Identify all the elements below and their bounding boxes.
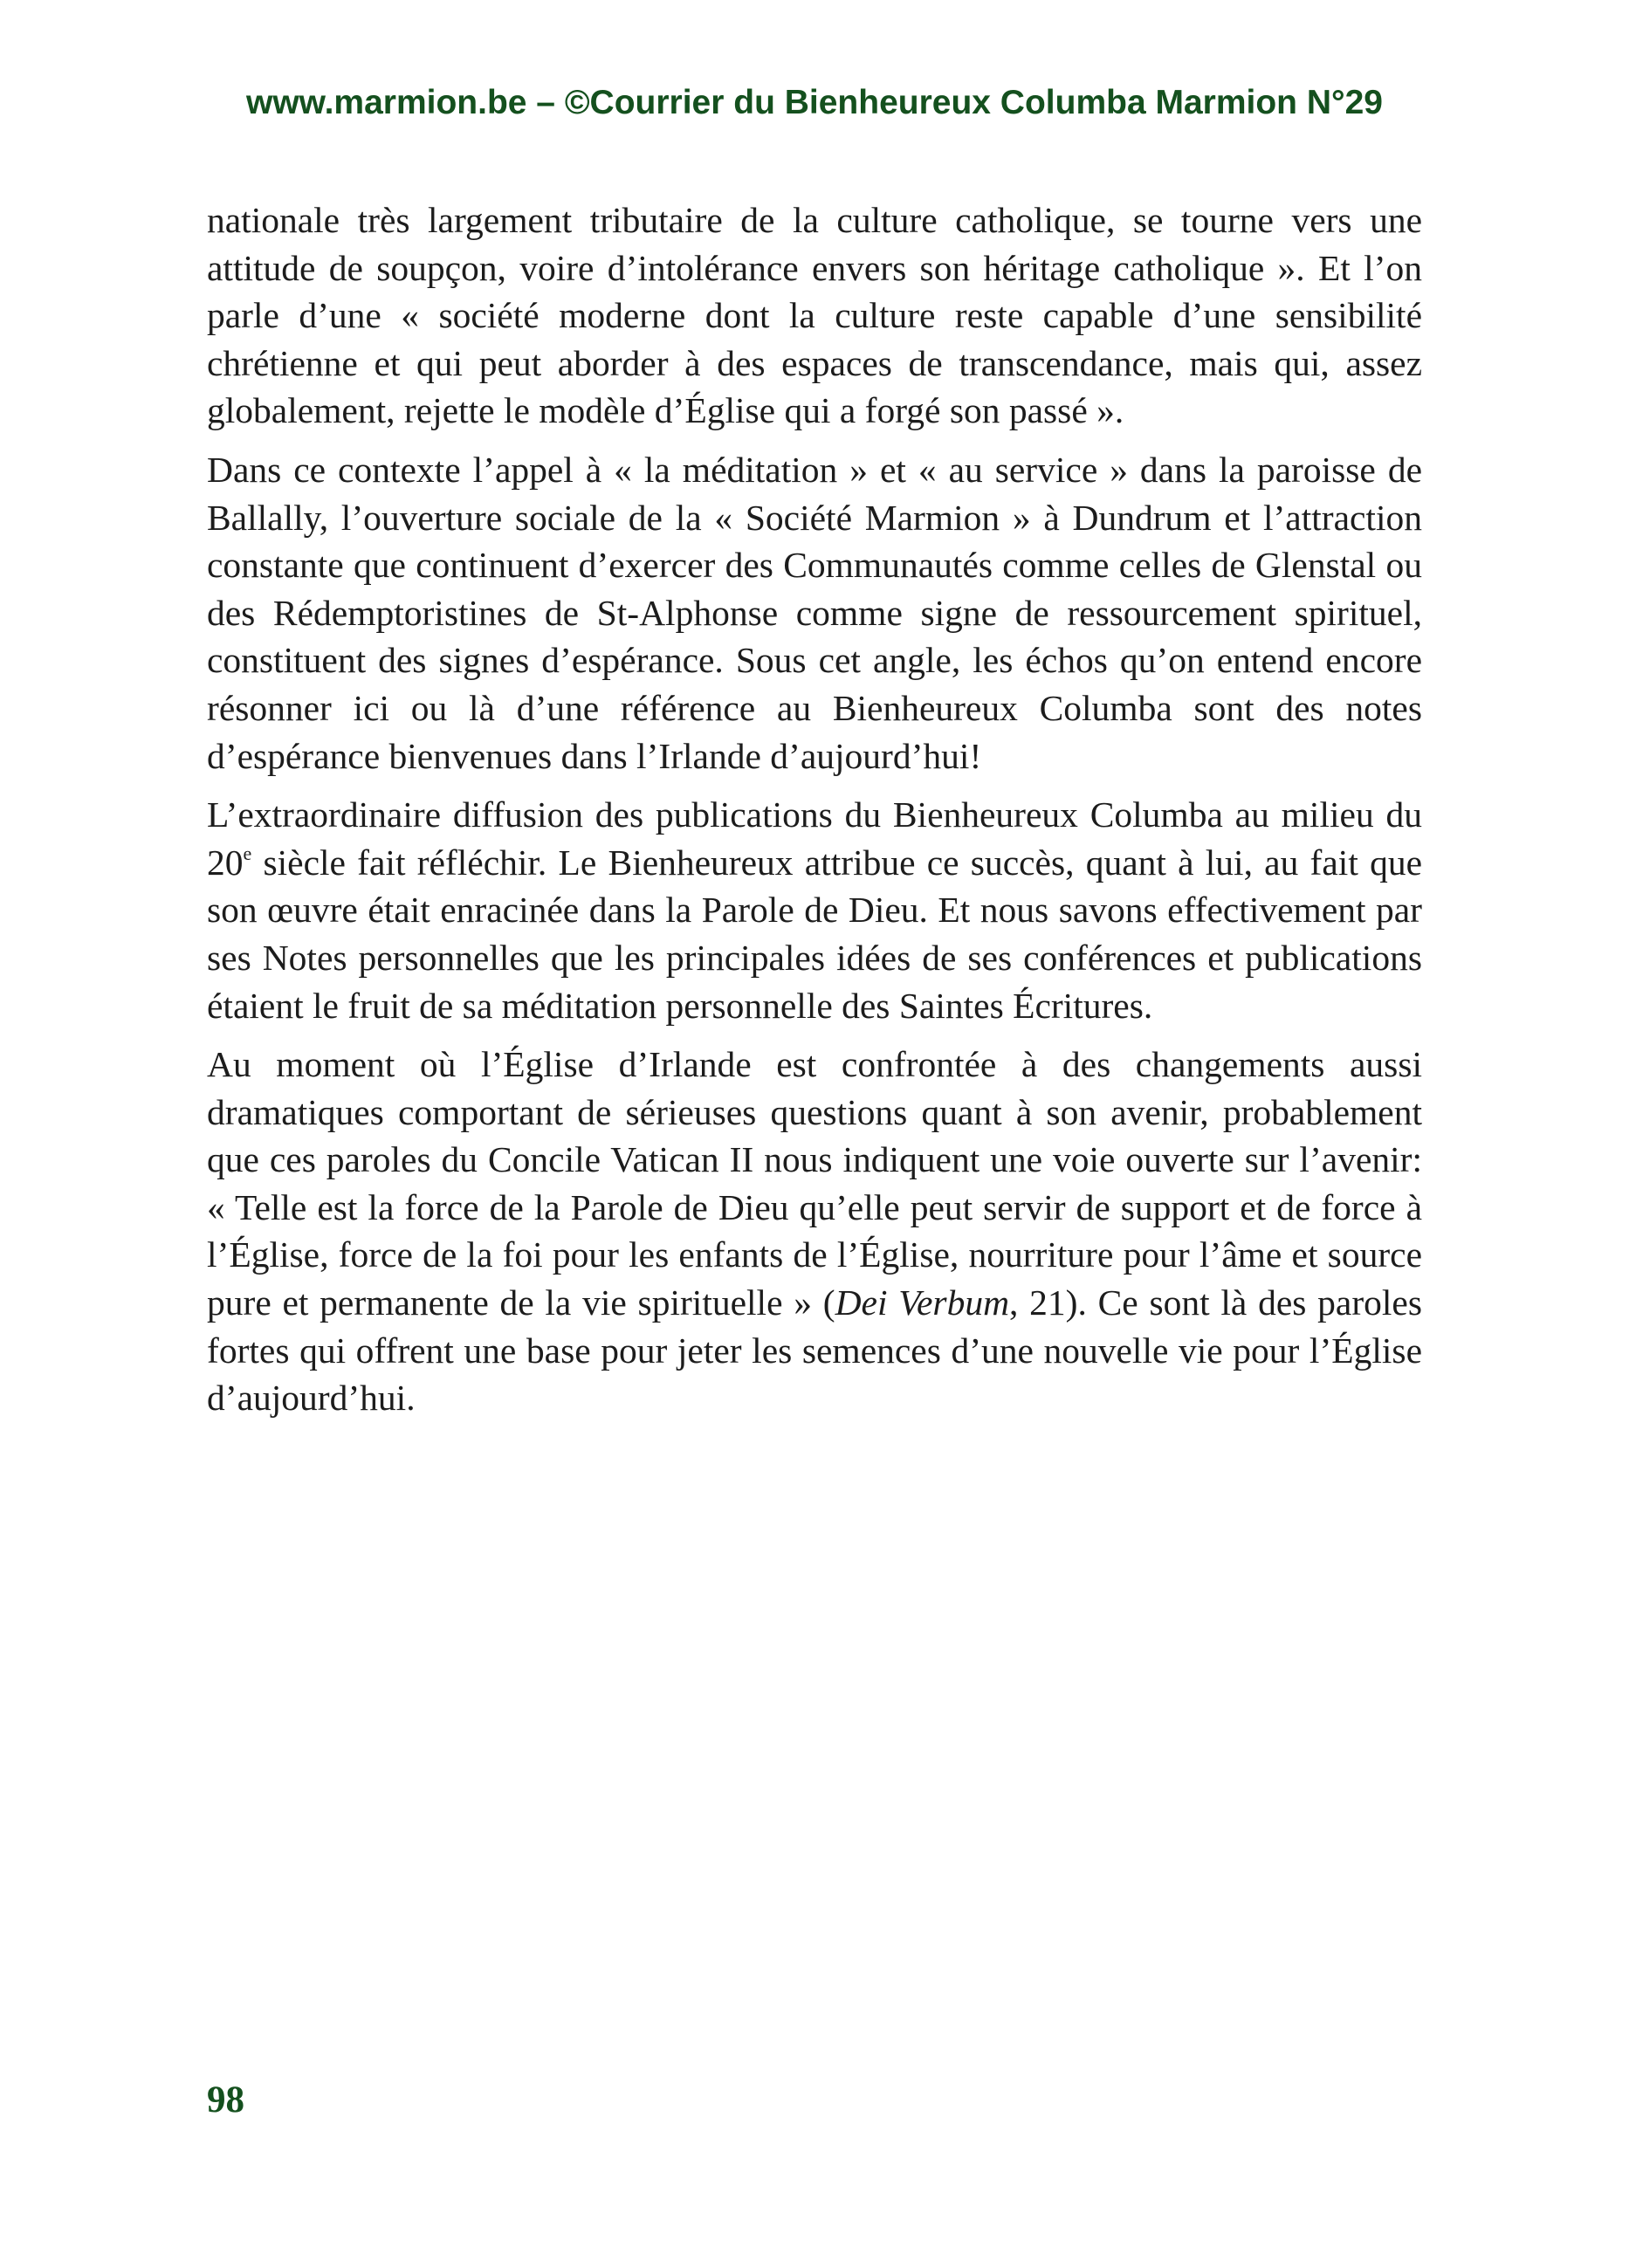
cited-work-title: Dei Verbum [835,1282,1010,1323]
paragraph-1: nationale très largement tributaire de la culture catholique, se tourne vers une attitude de soupçon, voire d’intolérance envers son héritage catholique ». Et l’on parle d’une « société moderne dont la culture reste capable d’une sensibilité chrétienne et qui peut aborder à des espaces de transcendance, mais qui, assez globalement, rejette le modèle d’Église qui a forgé son passé ». [207,200,1422,431]
paragraph-3-text-start: L’extraordinaire diffusion des publications du Bienheureux Columba au milieu du 20 [207,794,1422,883]
running-header: www.marmion.be – ©Courrier du Bienheureux Columba Marmion N°29 [246,84,1383,121]
paragraph-2: Dans ce contexte l’appel à « la méditation » et « au service » dans la paroisse de Ballally, l’ouverture sociale de la « Société Marmion » à Dundrum et l’attraction constante que continuent d’exercer des Communautés comme celles de Glenstal ou des Rédemptoristines de St-Alphonse comme signe de ressourcement spirituel, constituent des signes d’espérance. Sous cet angle, les échos qu’on entend encore résonner ici ou là d’une référence au Bienheureux Columba sont des notes d’espérance bienvenues dans l’Irlande d’aujourd’hui! [207,449,1422,776]
article-body [207,196,1422,1433]
century-superscript: e [243,842,252,864]
paragraph-3-text-end: siècle fait réfléchir. Le Bienheureux attribue ce succès, quant à lui, au fait que son œuvre était enracinée dans la Parole de Dieu. Et nous savons effectivement par ses Notes personnelles que les principales idées de ses conférences et publications étaient le fruit de sa méditation personnelle des Saintes Écritures. [207,842,1422,1026]
paragraph-4-text-start: Au moment où l’Église d’Irlande est confrontée à des changements aussi dramatiques comportant de sérieuses questions quant à son avenir, probablement que ces paroles du Concile Vatican II nous indiquent une voie ouverte sur l’avenir: « Telle est la force de la Parole de Dieu qu’elle peut servir de support et de force à l’Église, force de la foi pour les enfants de l’Église, nourriture pour l’âme et source pure et permanente de la vie spirituelle » ( [207,1044,1422,1323]
paragraph-4-text-end: , 21). Ce sont là des paroles fortes qui offrent une base pour jeter les semences d’une nouvelle vie pour l’Église d’aujourd’hui. [207,1282,1422,1419]
paragraph-4 [207,1041,1422,1422]
page-number: 98 [207,2079,244,2120]
paragraph-3 [207,791,1422,1029]
